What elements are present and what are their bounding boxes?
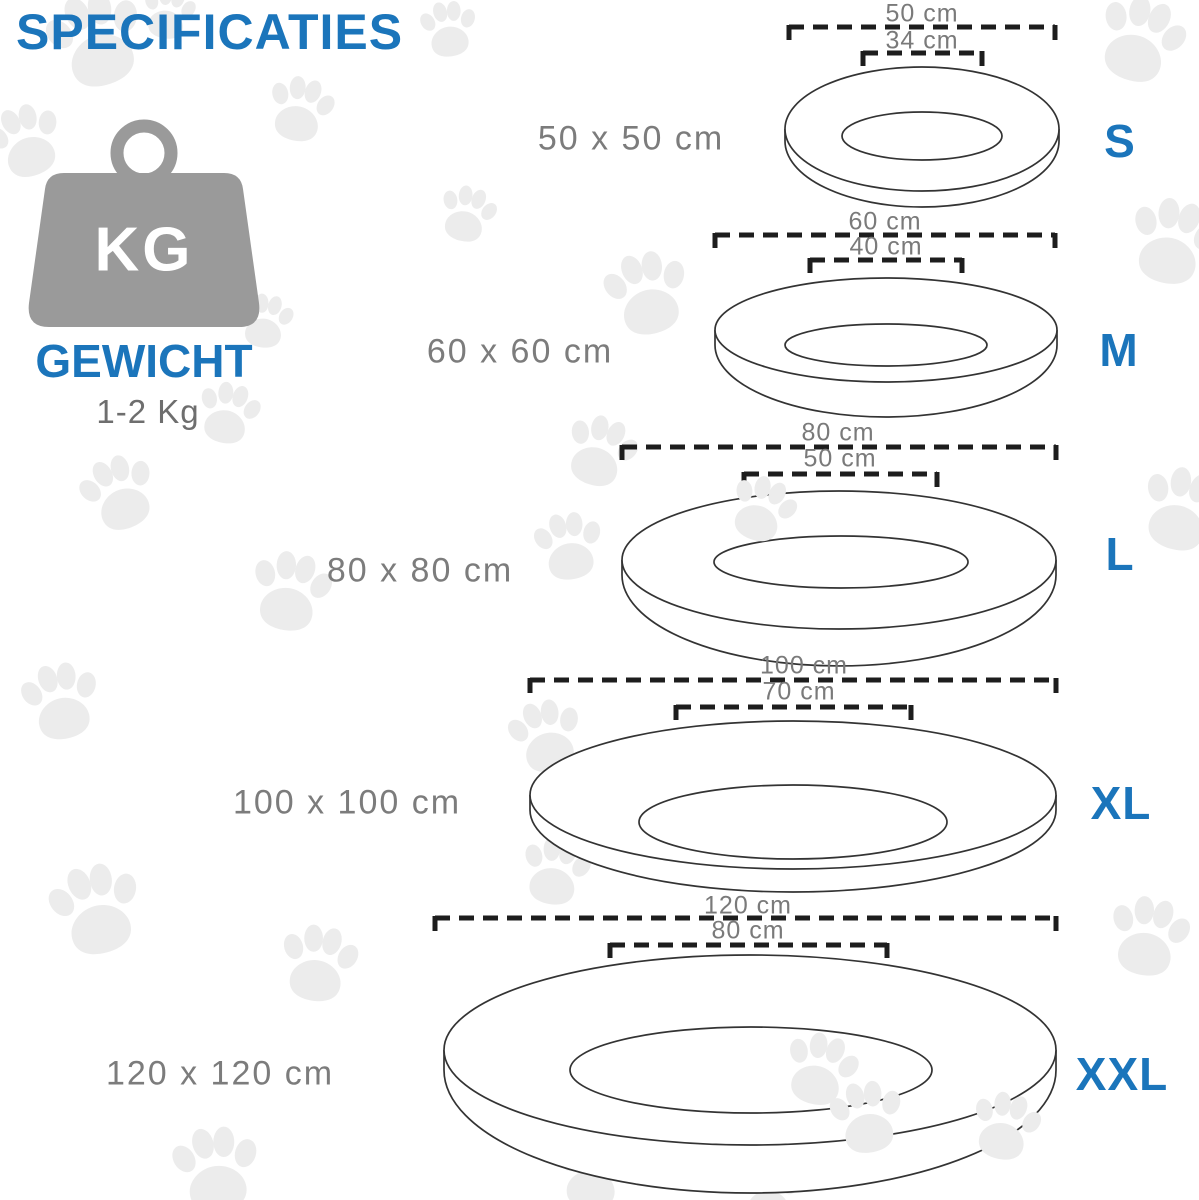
- inner-dim-m: 40 cm: [849, 232, 923, 261]
- outer-dim-xxl: 120 cm: [704, 891, 792, 920]
- outer-dim-s: 50 cm: [885, 0, 959, 28]
- size-label-xxl: 120 x 120 cm: [105, 1054, 335, 1093]
- size-letter-l: L: [1105, 528, 1135, 580]
- size-letter-xxl: XXL: [1075, 1048, 1169, 1100]
- donut-xxl-graphic: [444, 955, 1056, 1193]
- page-title: SPECIFICATIES: [16, 4, 404, 60]
- kg-badge-text: KG: [94, 215, 194, 285]
- outer-dim-m: 60 cm: [848, 207, 922, 236]
- donut-s-graphic: [785, 67, 1059, 207]
- size-label-s: 50 x 50 cm: [537, 119, 725, 158]
- inner-dim-s: 34 cm: [885, 26, 959, 55]
- weight-value: 1-2 Kg: [96, 393, 200, 430]
- inner-dim-l: 50 cm: [803, 444, 877, 473]
- weight-heading: GEWICHT: [35, 335, 253, 387]
- size-label-l: 80 x 80 cm: [326, 551, 514, 590]
- size-letter-xl: XL: [1090, 777, 1152, 829]
- size-letter-m: M: [1099, 324, 1139, 376]
- donut-l-graphic: [622, 491, 1056, 666]
- size-label-m: 60 x 60 cm: [426, 332, 614, 371]
- outer-dim-xl: 100 cm: [760, 651, 848, 680]
- size-letter-s: S: [1104, 115, 1136, 167]
- inner-dim-xxl: 80 cm: [711, 916, 785, 945]
- inner-dim-xl: 70 cm: [762, 677, 836, 706]
- outer-dim-l: 80 cm: [801, 418, 875, 447]
- donut-xl-graphic: [530, 721, 1056, 892]
- size-label-xl: 100 x 100 cm: [232, 783, 462, 822]
- donut-m-graphic: [715, 278, 1057, 417]
